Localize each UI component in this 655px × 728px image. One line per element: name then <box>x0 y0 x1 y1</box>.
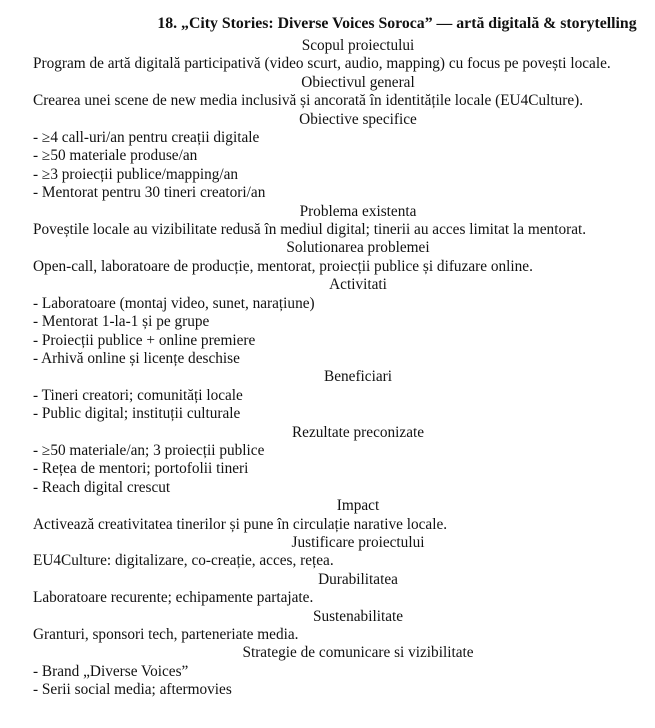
list-item: - Mentorat 1-la-1 și pe grupe <box>33 313 210 331</box>
list-item: - Tineri creatori; comunități locale <box>33 386 243 404</box>
section-durabilitate <box>33 571 655 608</box>
section-justificare <box>33 534 655 571</box>
section-sustenabilitate <box>33 608 655 645</box>
section-heading: Obiective specifice <box>299 110 417 128</box>
list-item: - Proiecții publice + online premiere <box>33 331 256 349</box>
list-item: - ≥50 materiale produse/an <box>33 147 198 165</box>
section-heading: Beneficiari <box>324 368 392 386</box>
section-heading: Solutionarea problemei <box>286 239 430 257</box>
section-heading: Rezultate preconizate <box>291 423 425 441</box>
list-item: - ≥4 call-uri/an pentru creații digitale <box>33 129 260 147</box>
section-text: Poveștile locale au vizibilitate redusă în mediul digital; tinerii au acces limitat la mentorat. <box>33 221 587 239</box>
section-heading: Problema existenta <box>299 202 417 220</box>
list-item: - Rețea de mentori; portofolii tineri <box>33 460 249 478</box>
section-activitati <box>33 276 655 368</box>
list-item: - ≥3 proiecții publice/mapping/an <box>33 165 239 183</box>
list-item: - Reach digital crescut <box>33 478 171 496</box>
section-scopul <box>33 37 655 74</box>
list-item: - Public digital; instituții culturale <box>33 405 241 423</box>
list-item: - Brand „Diverse Voices” <box>33 662 189 680</box>
section-solutionare <box>33 239 655 276</box>
section-text: Program de artă digitală participativă (video scurt, audio, mapping) cu focus pe povești locale. <box>33 55 611 73</box>
list-item: - Mentorat pentru 30 tineri creatori/an <box>33 184 266 202</box>
section-obiective-specifice <box>33 111 655 203</box>
section-text: Crearea unei scene de new media inclusivă și ancorată în identitățile locale (EU4Culture). <box>33 92 584 110</box>
section-obiectiv-general <box>33 74 655 111</box>
list-item: - ≥50 materiale/an; 3 proiecții publice <box>33 441 265 459</box>
section-impact <box>33 497 655 534</box>
document-page <box>33 14 655 700</box>
section-text: Open-call, laboratoare de producție, mentorat, proiecții publice și difuzare online. <box>33 257 533 275</box>
list-item: - Serii social media; aftermovies <box>33 681 232 699</box>
section-heading: Obiectivul general <box>301 73 415 91</box>
section-text: EU4Culture: digitalizare, co-creație, acces, rețea. <box>33 552 334 570</box>
document-title: 18. „City Stories: Diverse Voices Soroca” — artă digitală & storytelling <box>157 15 637 32</box>
section-comunicare <box>33 644 655 699</box>
section-problema <box>33 203 655 240</box>
section-text: Activează creativitatea tinerilor și pune în circulație narative locale. <box>33 515 448 533</box>
list-item: - Arhivă online și licențe deschise <box>33 349 240 367</box>
section-beneficiari <box>33 368 655 423</box>
section-heading: Activitati <box>329 276 387 294</box>
section-heading: Strategie de comunicare si vizibilitate <box>242 644 474 662</box>
section-heading: Scopul proiectului <box>301 37 415 54</box>
section-text: Granturi, sponsori tech, parteneriate media. <box>33 626 299 643</box>
section-text: Laboratoare recurente; echipamente partajate. <box>33 589 314 607</box>
section-heading: Impact <box>336 497 380 515</box>
section-rezultate <box>33 424 655 498</box>
section-heading: Sustenabilitate <box>312 607 404 625</box>
section-heading: Justificare proiectului <box>291 533 425 551</box>
list-item: - Laboratoare (montaj video, sunet, narațiune) <box>33 294 315 312</box>
section-heading: Durabilitatea <box>318 570 398 588</box>
